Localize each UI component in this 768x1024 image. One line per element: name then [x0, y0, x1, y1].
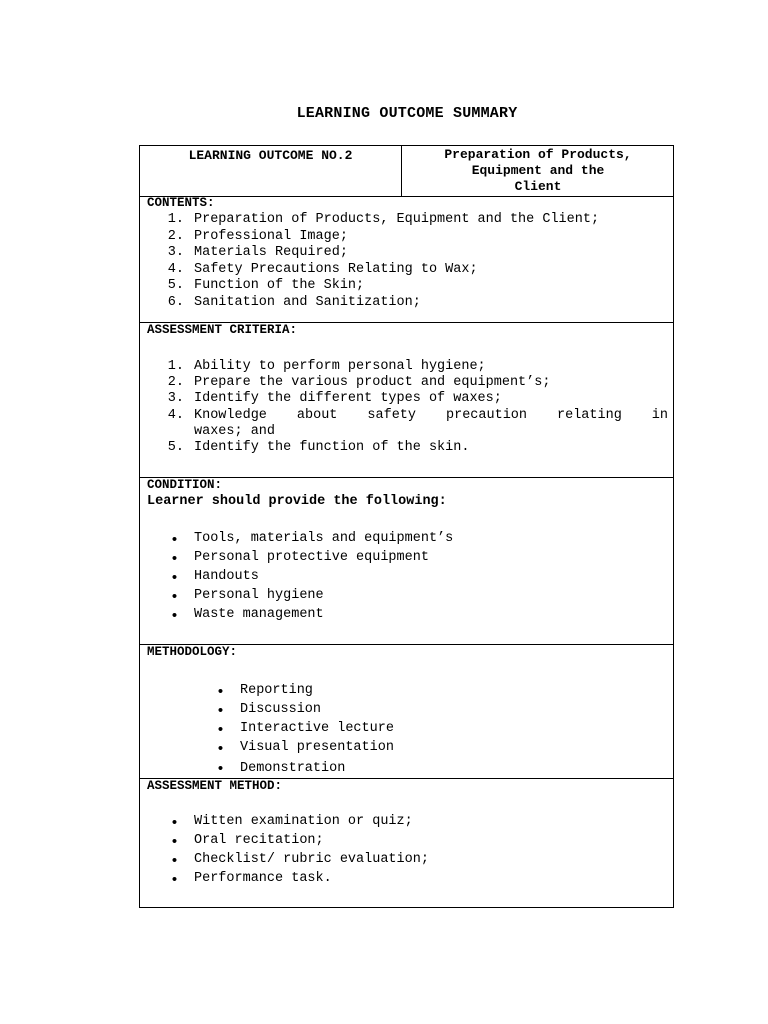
- criteria-item: Identify the function of the skin.: [194, 440, 470, 455]
- list-number: 1.: [167, 212, 184, 227]
- criteria-item: Prepare the various product and equipment’s;: [194, 375, 551, 390]
- bullet-icon: •: [216, 761, 226, 778]
- learning-outcome-title-line: Equipment and the: [471, 163, 605, 178]
- criteria-word: about: [296, 408, 338, 423]
- bullet-icon: •: [170, 570, 180, 587]
- contents-item: Sanitation and Sanitization;: [194, 295, 421, 310]
- assessment-method-item: Performance task.: [194, 871, 332, 886]
- list-number: 5.: [167, 440, 184, 455]
- contents-label: CONTENTS:: [147, 196, 215, 210]
- criteria-word: safety: [367, 408, 417, 423]
- bullet-icon: •: [216, 703, 226, 720]
- learning-outcome-title: [402, 146, 674, 196]
- learning-outcome-title-line: Client: [514, 179, 562, 194]
- criteria-word: relating: [557, 408, 622, 423]
- document-title: LEARNING OUTCOME SUMMARY: [296, 105, 518, 122]
- condition-item: Personal hygiene: [194, 588, 324, 603]
- learning-outcome-number: LEARNING OUTCOME NO.2: [140, 146, 402, 196]
- list-number: 3.: [167, 391, 184, 406]
- criteria-item-continuation: waxes; and: [194, 424, 276, 439]
- criteria-word: Knowledge: [194, 408, 267, 423]
- methodology-section: [139, 644, 674, 779]
- condition-section: [139, 477, 674, 645]
- assessment-method-section: [139, 778, 674, 908]
- bullet-icon: •: [170, 815, 180, 832]
- condition-subhead: Learner should provide the following:: [147, 494, 447, 509]
- methodology-item: Visual presentation: [240, 740, 394, 755]
- contents-item: Function of the Skin;: [194, 278, 365, 293]
- criteria-item-justified: [194, 408, 668, 423]
- bullet-icon: •: [170, 589, 180, 606]
- list-number: 3.: [167, 245, 184, 260]
- list-number: 5.: [167, 278, 184, 293]
- contents-item: Preparation of Products, Equipment and the Client;: [194, 212, 600, 227]
- methodology-item: Discussion: [240, 702, 322, 717]
- bullet-icon: •: [216, 722, 226, 739]
- assessment-criteria-section: [139, 322, 674, 478]
- criteria-item: Identify the different types of waxes;: [194, 391, 502, 406]
- bullet-icon: •: [170, 551, 180, 568]
- list-number: 2.: [167, 229, 184, 244]
- contents-item: Professional Image;: [194, 229, 348, 244]
- condition-item: Handouts: [194, 569, 259, 584]
- methodology-label: METHODOLOGY:: [147, 645, 238, 659]
- criteria-word: precaution: [446, 408, 528, 423]
- methodology-item: Interactive lecture: [240, 721, 394, 736]
- bullet-icon: •: [216, 684, 226, 701]
- condition-item: Waste management: [194, 607, 324, 622]
- contents-item: Materials Required;: [194, 245, 348, 260]
- bullet-icon: •: [170, 834, 180, 851]
- assessment-criteria-label: ASSESSMENT CRITERIA:: [147, 323, 298, 337]
- criteria-word: in: [651, 408, 668, 423]
- methodology-item: Reporting: [240, 683, 313, 698]
- assessment-method-item: Oral recitation;: [194, 833, 324, 848]
- methodology-item: Demonstration: [240, 761, 346, 776]
- criteria-item: Ability to perform personal hygiene;: [194, 359, 486, 374]
- list-number: 6.: [167, 295, 184, 310]
- learning-outcome-title-line: Preparation of Products,: [444, 147, 632, 162]
- assessment-method-item: Checklist/ rubric evaluation;: [194, 852, 429, 867]
- assessment-method-label: ASSESSMENT METHOD:: [147, 779, 283, 793]
- condition-item: Tools, materials and equipment’s: [194, 531, 454, 546]
- list-number: 4.: [167, 408, 184, 423]
- bullet-icon: •: [170, 853, 180, 870]
- assessment-method-item: Witten examination or quiz;: [194, 814, 413, 829]
- contents-section: [139, 196, 674, 323]
- bullet-icon: •: [170, 532, 180, 549]
- list-number: 1.: [167, 359, 184, 374]
- list-number: 2.: [167, 375, 184, 390]
- contents-item: Safety Precautions Relating to Wax;: [194, 262, 478, 277]
- bullet-icon: •: [170, 872, 180, 889]
- condition-item: Personal protective equipment: [194, 550, 429, 565]
- list-number: 4.: [167, 262, 184, 277]
- condition-label: CONDITION:: [147, 478, 223, 492]
- learning-outcome-header-row: [139, 145, 674, 197]
- bullet-icon: •: [170, 608, 180, 625]
- bullet-icon: •: [216, 741, 226, 758]
